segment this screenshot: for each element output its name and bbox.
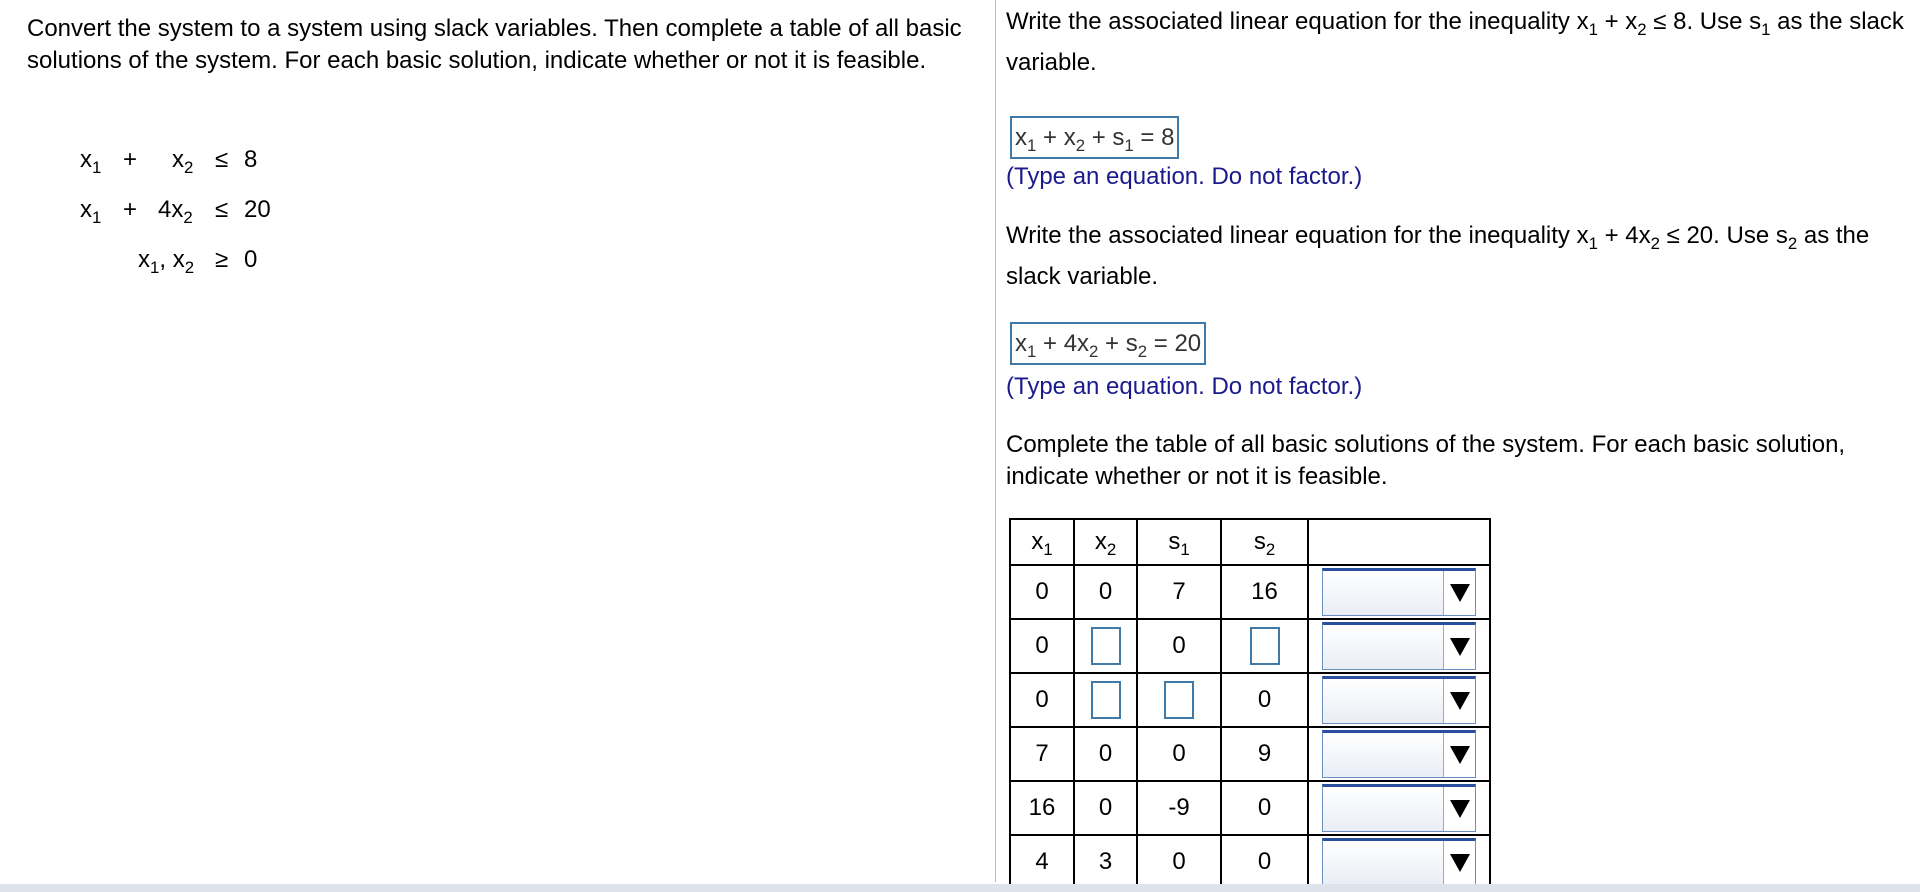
feasibility-cell: [1308, 565, 1490, 619]
answer-input-x2[interactable]: [1091, 627, 1121, 665]
equation-2-hint: (Type an equation. Do not factor.): [1006, 373, 1363, 400]
feasibility-dropdown[interactable]: [1322, 568, 1476, 616]
table-row: [1010, 727, 1490, 781]
equation-1-hint: (Type an equation. Do not factor.): [1006, 163, 1363, 190]
equation-1-answer[interactable]: $x_1 + x_2 + s_1 = 8$: [1010, 116, 1179, 159]
feasibility-dropdown[interactable]: [1322, 838, 1476, 886]
cell-x2: 0: [1074, 781, 1137, 835]
cell-x1: 16: [1010, 781, 1074, 835]
dropdown-arrow-icon[interactable]: [1443, 625, 1475, 669]
answer-input-s1[interactable]: [1164, 681, 1194, 719]
question-1: Write the associated linear equation for the inequality $x_1 + x_2 \le 8$. Use $s_1$ as the slack variable.: [1006, 8, 1904, 76]
feasibility-cell: [1308, 781, 1490, 835]
equation-2-answer[interactable]: $x_1 + 4x_2 + s_2 = 20$: [1010, 322, 1206, 365]
cell-s1: 0: [1137, 727, 1221, 781]
dropdown-arrow-icon[interactable]: [1443, 571, 1475, 615]
feasibility-cell: [1308, 835, 1490, 889]
cell-s1: 0: [1137, 619, 1221, 673]
cell-x1: 0: [1010, 565, 1074, 619]
cell-x2: 3: [1074, 835, 1137, 889]
answer-panel: [996, 0, 1920, 882]
cell-x2-input: [1074, 619, 1137, 673]
cell-s2: 0: [1221, 781, 1308, 835]
feasibility-dropdown[interactable]: [1322, 730, 1476, 778]
cell-x1: 7: [1010, 727, 1074, 781]
table-row: [1010, 781, 1490, 835]
table-row: [1010, 673, 1490, 727]
header-s1: $s_1$: [1137, 519, 1221, 565]
header-feasibility: [1308, 519, 1490, 565]
cell-s2: 0: [1221, 835, 1308, 889]
feasibility-dropdown[interactable]: [1322, 622, 1476, 670]
feasibility-cell: [1308, 727, 1490, 781]
feasibility-dropdown[interactable]: [1322, 784, 1476, 832]
cell-s1: 7: [1137, 565, 1221, 619]
answer-input-x2[interactable]: [1091, 681, 1121, 719]
header-x1: $x_1$: [1010, 519, 1074, 565]
problem-prompt: Convert the system to a system using slack variables. Then complete a table of all basic solutions of the system. For each basic solution, indicate whether or not it is feasible.: [27, 15, 962, 74]
answer-input-s2[interactable]: [1250, 627, 1280, 665]
header-s2: $s_2$: [1221, 519, 1308, 565]
dropdown-arrow-icon[interactable]: [1443, 787, 1475, 831]
table-row: [1010, 835, 1490, 889]
cell-x1: 0: [1010, 673, 1074, 727]
dropdown-arrow-icon[interactable]: [1443, 679, 1475, 723]
question-panel: Convert the system to a system using slack variables. Then complete a table of all basic solutions of the system. For each basic solution, indicate whether or not it is feasible. $x_1$ + $x_2$ ≤ 8 $x_1$ + $4x_2$ ≤ 20 $x_1$, $x_2$ ≥ 0: [0, 0, 995, 892]
table-row: [1010, 619, 1490, 673]
cell-s1: -9: [1137, 781, 1221, 835]
bottom-scrollbar-track[interactable]: [0, 884, 1920, 892]
feasibility-cell: [1308, 619, 1490, 673]
dropdown-arrow-icon[interactable]: [1443, 841, 1475, 885]
cell-x2: 0: [1074, 565, 1137, 619]
cell-s2: 16: [1221, 565, 1308, 619]
header-x2: $x_2$: [1074, 519, 1137, 565]
question-3: Complete the table of all basic solutions of the system. For each basic solution, indicate whether or not it is feasible.: [1006, 431, 1846, 490]
question-2: Write the associated linear equation for the inequality $x_1 + 4x_2 \le 20$. Use $s_2$ as the slack variable.: [1006, 222, 1870, 290]
table-header-row: [1010, 519, 1490, 565]
cell-s1: 0: [1137, 835, 1221, 889]
feasibility-dropdown[interactable]: [1322, 676, 1476, 724]
table-row: [1010, 565, 1490, 619]
cell-s2: 0: [1221, 673, 1308, 727]
cell-s1-input: [1137, 673, 1221, 727]
cell-x2: 0: [1074, 727, 1137, 781]
feasibility-cell: [1308, 673, 1490, 727]
dropdown-arrow-icon[interactable]: [1443, 733, 1475, 777]
basic-solutions-table: [1009, 518, 1491, 890]
cell-x1: 0: [1010, 619, 1074, 673]
cell-x1: 4: [1010, 835, 1074, 889]
cell-s2: 9: [1221, 727, 1308, 781]
cell-s2-input: [1221, 619, 1308, 673]
cell-x2-input: [1074, 673, 1137, 727]
